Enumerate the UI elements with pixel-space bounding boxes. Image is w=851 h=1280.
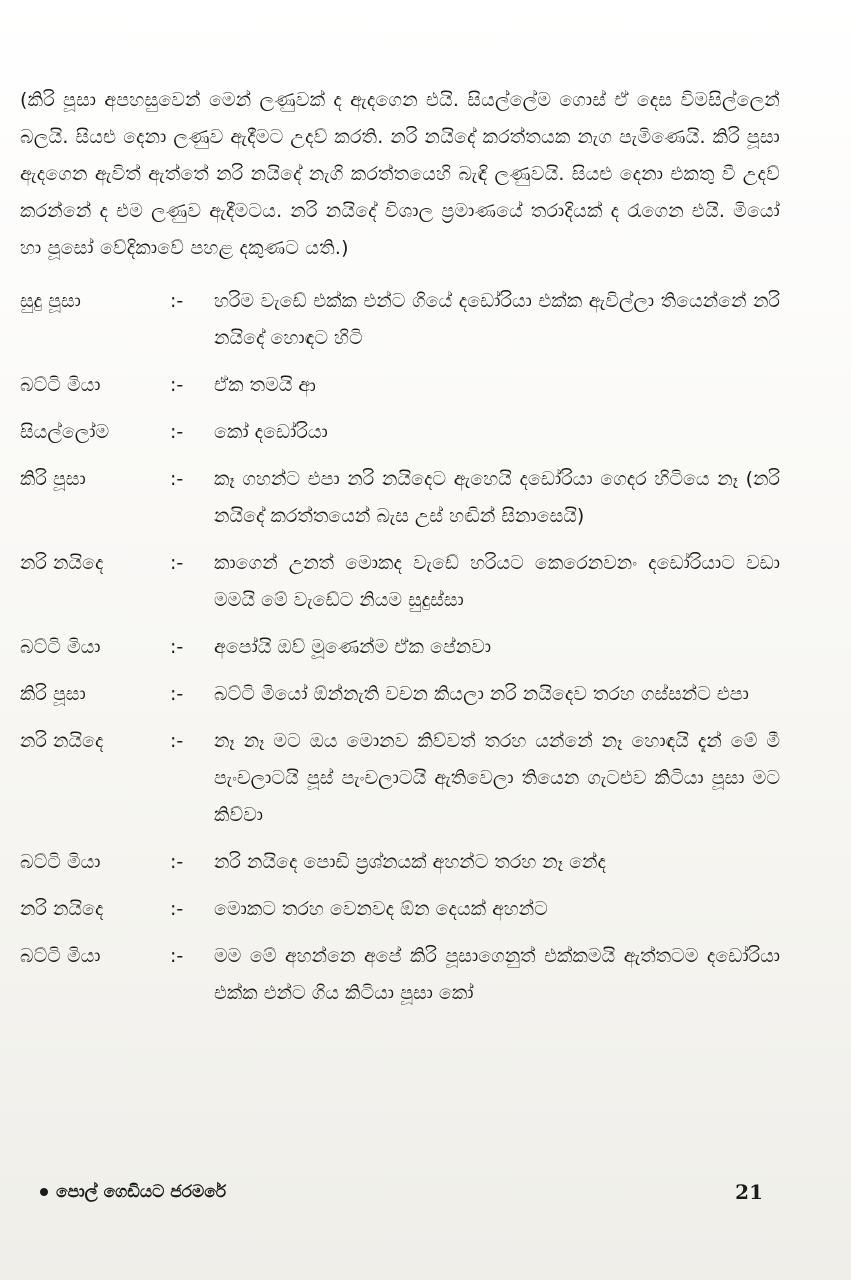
dialogue-line — [20, 545, 780, 619]
dialogue-line — [20, 414, 780, 451]
speech-text: නෑ නෑ මට ඔය මොනව කිව්වත් තරහ යන්නේ නෑ හොඳයි දැන් මේ මී පැංචලාටයි පූස් පැංචලාටයි ඇතිවෙලා තියෙන ගැටළුව කිටියා පූසා මට කිව්වා — [214, 730, 780, 826]
speaker-name: සියල්ලෝම — [20, 421, 110, 443]
speaker-name: කිරි පූසා — [20, 468, 86, 490]
dialogue-line — [20, 844, 780, 881]
bullet-icon — [40, 1188, 48, 1196]
speaker-name: සුදු පූසා — [20, 290, 81, 312]
separator: :- — [170, 851, 184, 873]
separator: :- — [170, 552, 184, 574]
speech-text: කෝ දඩෝරියා — [214, 421, 328, 443]
separator: :- — [170, 468, 184, 490]
separator: :- — [170, 374, 184, 396]
dialogue-line — [20, 938, 780, 1012]
page-content — [20, 82, 780, 1012]
speaker-name: කිරි පූසා — [20, 683, 86, 705]
separator: :- — [170, 683, 184, 705]
separator: :- — [170, 945, 184, 967]
stage-direction: (කිරි පූසා අපහසුවෙන් මෙන් ලණුවක් ද ඇදගෙන එයි. සියල්ලේම ගොස් ඒ දෙස විමසිල්ලෙන් බලයි. සියළු දෙනා ලණුව ඇදීමට උදව් කරති. නරි නයිදේ කරත්තයක නැග පැමිණෙයි. කිරි පූසා ඇදගෙන ඇවිත් ඇත්තේ නරි නයිදේ නැගි කරත්තයෙහි බැඳි ලණුවයි. සියළු දෙනා එකතු වී උදව් කරන්නේ ද එම ලණුව ඇදීමටය. නරි නයිදේ විශාල ප්‍රමාණයේ තරාදියක් ද රැගෙන එයි. මියෝ හා පූසෝ වේදිකාවේ පහළ දකුණට යති.) — [20, 89, 780, 259]
speaker-name: බට්ටි මියා — [20, 636, 101, 658]
speech-text: මොකට තරහ වෙනවද ඕන දෙයක් අහන්ට — [214, 898, 548, 920]
speaker-name: බට්ටි මියා — [20, 374, 101, 396]
separator: :- — [170, 730, 184, 752]
dialogue-line — [20, 891, 780, 928]
speech-text: ඒක තමයි ආ — [214, 374, 316, 396]
dialogue-line — [20, 367, 780, 404]
separator: :- — [170, 421, 184, 443]
speaker-name: නරි නයිදෙ — [20, 730, 104, 752]
speaker-name: නරි නයිදෙ — [20, 898, 104, 920]
speech-text: මම මේ අහන්නෙ අපේ කිරි පූසාගෙනුත් එක්කමයි ඇත්තටම දඩෝරියා එක්ක එන්ට ගිය කිටියා පූසා කෝ — [214, 945, 780, 1004]
separator: :- — [170, 898, 184, 920]
dialogue-line — [20, 629, 780, 666]
book-title-text: පොල් ගෙඩියට ජරමරේ — [56, 1182, 227, 1202]
dialogue-line — [20, 723, 780, 834]
speaker-name: බට්ටි මියා — [20, 945, 101, 967]
speech-text: බට්ටි මියෝ ඕන්නැති වචන කියලා නරි නයිදෙව තරහ ගස්සන්ට එපා — [214, 683, 749, 705]
footer-book-title — [40, 1182, 226, 1202]
speech-text: නරි නයිදෙ පොඩි ප්‍රශ්නයක් අහන්ට තරහ නෑ නේද — [214, 851, 606, 873]
page-footer — [40, 1180, 763, 1204]
dialogue-line — [20, 283, 780, 357]
speaker-name: නරි නයිදෙ — [20, 552, 104, 574]
separator: :- — [170, 290, 184, 312]
speaker-name: බට්ටි මියා — [20, 851, 101, 873]
dialogue-line — [20, 676, 780, 713]
dialogue-list — [20, 283, 780, 1012]
dialogue-line — [20, 461, 780, 535]
speech-text: කාගෙන් උනත් මොකද වැඩේ හරියට කෙරෙනවනං දඩෝරියාට වඩා මමයි මේ වැඩේට නියම සුදුස්සා — [214, 552, 780, 611]
speech-text: හරිම වැඩේ එක්ක එන්ට ගියේ දඩෝරියා එක්ක ඇවිල්ලා තියෙන්නේ නරි නයිදේ හොඳට හිටි — [214, 290, 780, 349]
page-number: 21 — [735, 1180, 763, 1204]
speech-text: අපෝයි ඔව් මූණෙන්ම ඒක පේනවා — [214, 636, 492, 658]
separator: :- — [170, 636, 184, 658]
speech-text: කෑ ගහන්ට එපා නරි නයිදෙට ඇහෙයි දඩෝරියා ගෙදර හිටියෙ නෑ (නරි නයිදේ කරත්තයෙන් බැස උස් හඬින් සිනාසෙයි) — [214, 468, 780, 527]
